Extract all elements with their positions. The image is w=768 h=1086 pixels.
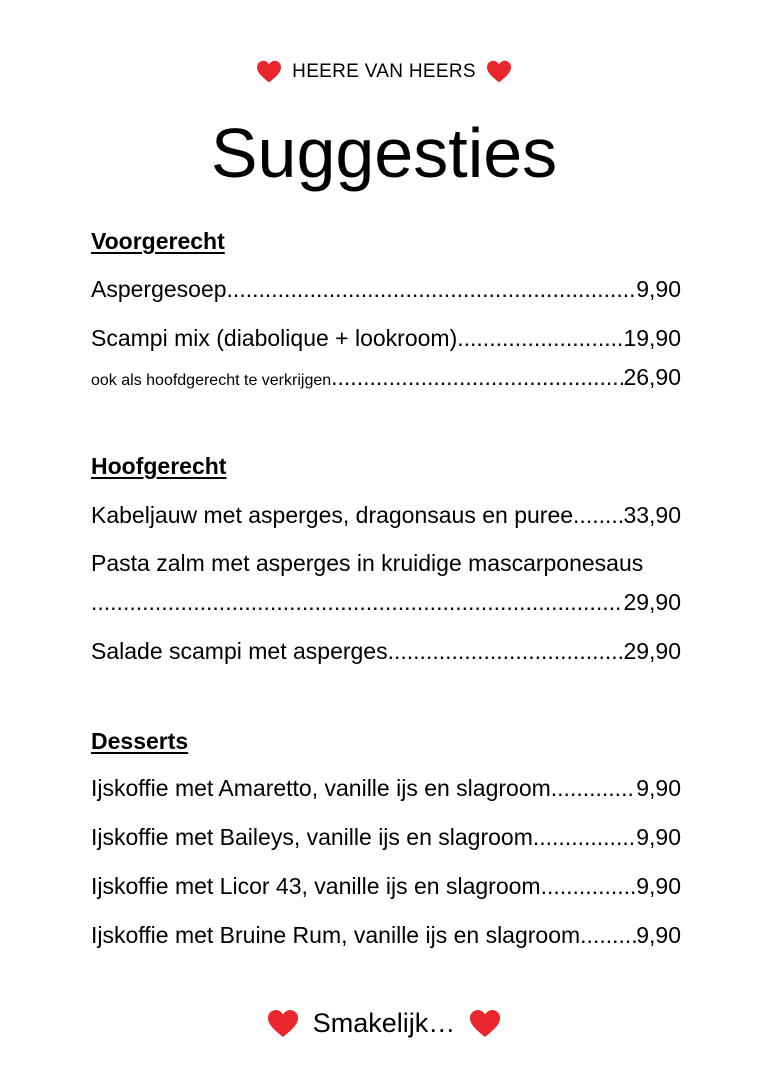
footer <box>0 1008 768 1039</box>
item-name: Ijskoffie met Bruine Rum, vanille ijs en slagroom <box>91 922 581 948</box>
menu-item <box>91 589 681 616</box>
menu-item <box>91 364 681 391</box>
heart-icon <box>486 60 512 84</box>
menu-item <box>91 276 681 303</box>
closing-text: Smakelijk… <box>312 1008 456 1038</box>
heart-icon <box>256 60 282 84</box>
dot-leader <box>388 638 624 665</box>
item-name: Aspergesoep <box>91 276 227 302</box>
dot-leader <box>533 824 636 851</box>
menu-item <box>91 922 681 949</box>
section-title-voorgerecht: Voorgerecht <box>91 228 225 254</box>
menu-item <box>91 502 681 529</box>
heart-icon <box>469 1009 501 1039</box>
heart-icon <box>267 1009 299 1039</box>
restaurant-name: HEERE VAN HEERS <box>292 61 476 82</box>
item-price: 9,90 <box>636 922 681 948</box>
menu-item <box>91 775 681 802</box>
item-price: 29,90 <box>623 589 681 615</box>
item-price: 26,90 <box>623 364 681 390</box>
item-name: Ijskoffie met Licor 43, vanille ijs en slagroom <box>91 873 541 899</box>
dot-leader <box>580 922 636 949</box>
section-title-desserts: Desserts <box>91 728 189 754</box>
dot-leader <box>331 364 623 391</box>
menu-item <box>91 873 681 900</box>
dot-leader <box>541 873 637 900</box>
item-price: 33,90 <box>623 502 681 528</box>
item-name: Pasta zalm met asperges in kruidige mascarponesaus <box>91 550 644 576</box>
menu-item <box>91 638 681 665</box>
menu-item <box>91 325 681 352</box>
item-price: 19,90 <box>623 325 681 351</box>
section-title-hoofgerecht: Hoofgerecht <box>91 453 227 479</box>
item-name: ook als hoofdgerecht te verkrijgen <box>91 372 332 389</box>
header <box>0 60 768 84</box>
item-price: 29,90 <box>623 638 681 664</box>
item-price: 9,90 <box>636 873 681 899</box>
page-title: Suggesties <box>210 114 558 192</box>
dot-leader <box>551 775 636 802</box>
item-name: Salade scampi met asperges <box>91 638 388 664</box>
item-name: Ijskoffie met Baileys, vanille ijs en slagroom <box>91 824 533 850</box>
item-price: 9,90 <box>636 276 681 302</box>
item-name: Scampi mix (diabolique + lookroom) <box>91 325 458 351</box>
item-price: 9,90 <box>636 824 681 850</box>
menu-item <box>91 824 681 851</box>
item-price: 9,90 <box>636 775 681 801</box>
dot-leader <box>91 589 623 616</box>
dot-leader <box>227 276 637 303</box>
dot-leader <box>457 325 623 352</box>
item-name: Kabeljauw met asperges, dragonsaus en puree <box>91 502 574 528</box>
dot-leader <box>573 502 623 529</box>
item-name: Ijskoffie met Amaretto, vanille ijs en slagroom <box>91 775 551 801</box>
